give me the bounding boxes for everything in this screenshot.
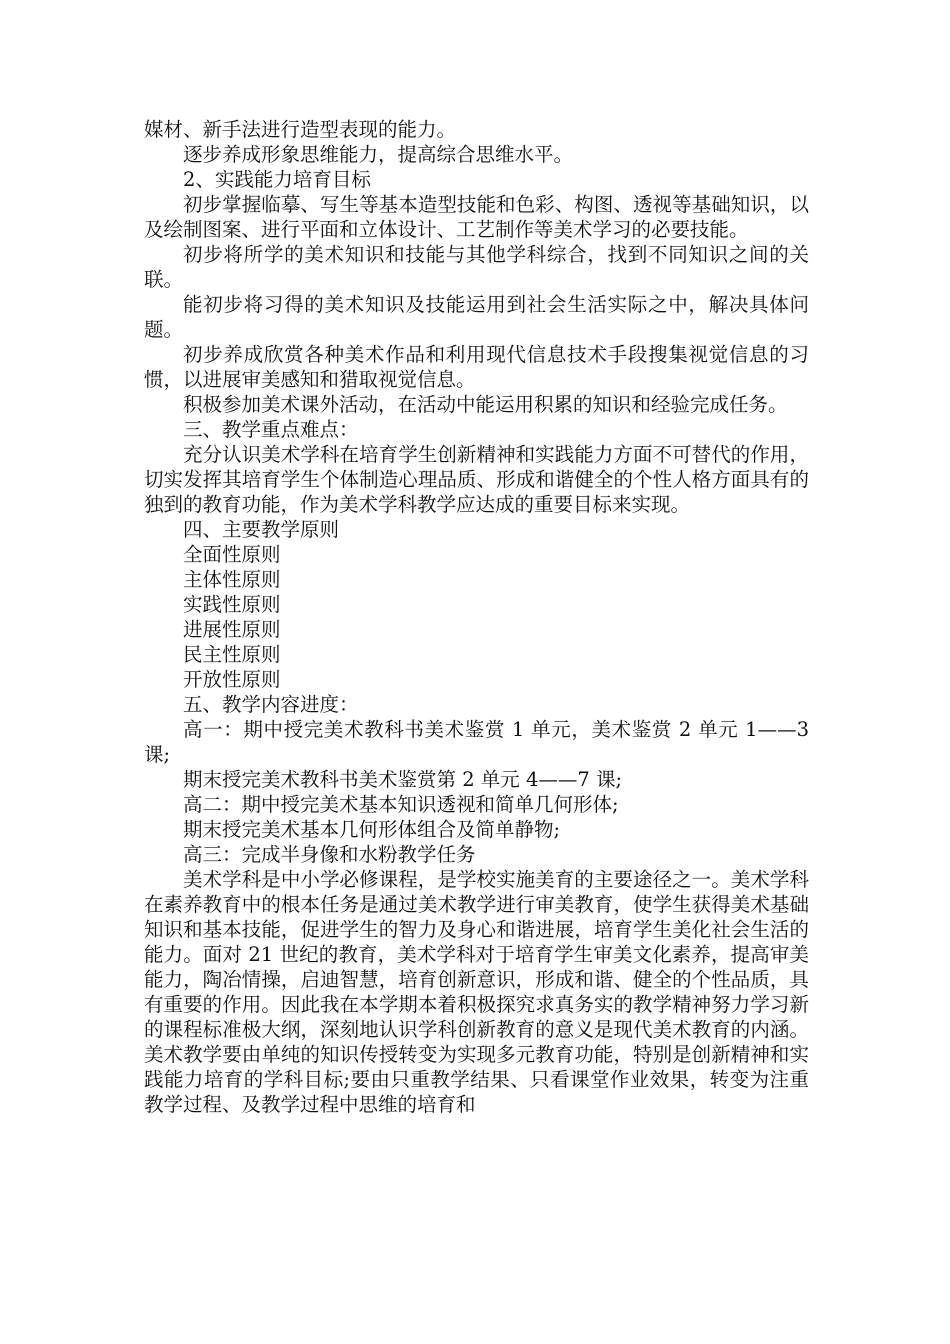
paragraph: 充分认识美术学科在培育学生创新精神和实践能力方面不可替代的作用，切实发挥其培育学生个体制造心理品质、形成和谐健全的个性人格方面具有的独到的教育功能，作为美术学科教学应达成的重要目标来实现。 — [144, 443, 809, 516]
list-item: 主体性原则 — [183, 568, 281, 591]
paragraph: 能初步将习得的美术知识及技能运用到社会生活实际之中，解决具体问题。 — [144, 293, 809, 341]
paragraph: 美术学科是中小学必修课程，是学校实施美育的主要途径之一。美术学科在素养教育中的根本任务是通过美术教学进行审美教育，使学生获得美术基础知识和基本技能，促进学生的智力及身心和谐进展，培育学生美化社会生活的能力。面对 21 世纪的教育，美术学科对于培育学生审美文化素养，提高审美能力，陶冶情操，启迪智慧，培育创新意识，形成和谐、健全的个性品质，具有重要的作用。因此我在本学期本着积极探究求真务实的教学精神努力学习新的课程标准极大纲，深刻地认识学科创新教育的意义是现代美术教育的内涵。美术教学要由单纯的知识传授转变为实现多元教育功能，特别是创新精神和实践能力培育的学科目标;要由只重教学结果、只看课堂作业效果，转变为注重教学过程、及教学过程中思维的培育和 — [144, 868, 809, 1116]
section-heading: 三、教学重点难点： — [183, 418, 359, 441]
list-item: 实践性原则 — [183, 593, 281, 616]
section-heading: 五、教学内容进度： — [183, 693, 359, 716]
section-heading: 2、实践能力培育目标 — [183, 168, 371, 191]
list-item: 民主性原则 — [183, 643, 281, 666]
section-heading: 四、主要教学原则 — [183, 518, 340, 541]
paragraph-continuation: 媒材、新手法进行造型表现的能力。 — [144, 118, 457, 141]
paragraph: 初步将所学的美术知识和技能与其他学科综合，找到不同知识之间的关联。 — [144, 243, 809, 291]
list-item: 全面性原则 — [183, 543, 281, 566]
paragraph: 逐步养成形象思维能力，提高综合思维水平。 — [183, 143, 574, 166]
paragraph: 高三：完成半身像和水粉教学任务 — [183, 843, 476, 866]
list-item: 开放性原则 — [183, 668, 281, 691]
paragraph: 初步掌握临摹、写生等基本造型技能和色彩、构图、透视等基础知识，以及绘制图案、进行平面和立体设计、工艺制作等美术学习的必要技能。 — [144, 193, 809, 241]
paragraph: 积极参加美术课外活动，在活动中能运用积累的知识和经验完成任务。 — [183, 393, 788, 416]
paragraph: 期末授完美术教科书美术鉴赏第 2 单元 4——7 课; — [183, 768, 623, 791]
paragraph: 期末授完美术基本几何形体组合及简单静物; — [183, 818, 561, 841]
paragraph: 初步养成欣赏各种美术作品和利用现代信息技术手段搜集视觉信息的习惯，以进展审美感知和猎取视觉信息。 — [144, 343, 809, 391]
list-item: 进展性原则 — [183, 618, 281, 641]
paragraph: 高二：期中授完美术基本知识透视和简单几何形体; — [183, 793, 619, 816]
document-page — [144, 117, 809, 1117]
paragraph: 高一：期中授完美术教科书美术鉴赏 1 单元，美术鉴赏 2 单元 1——3 课; — [144, 718, 809, 766]
